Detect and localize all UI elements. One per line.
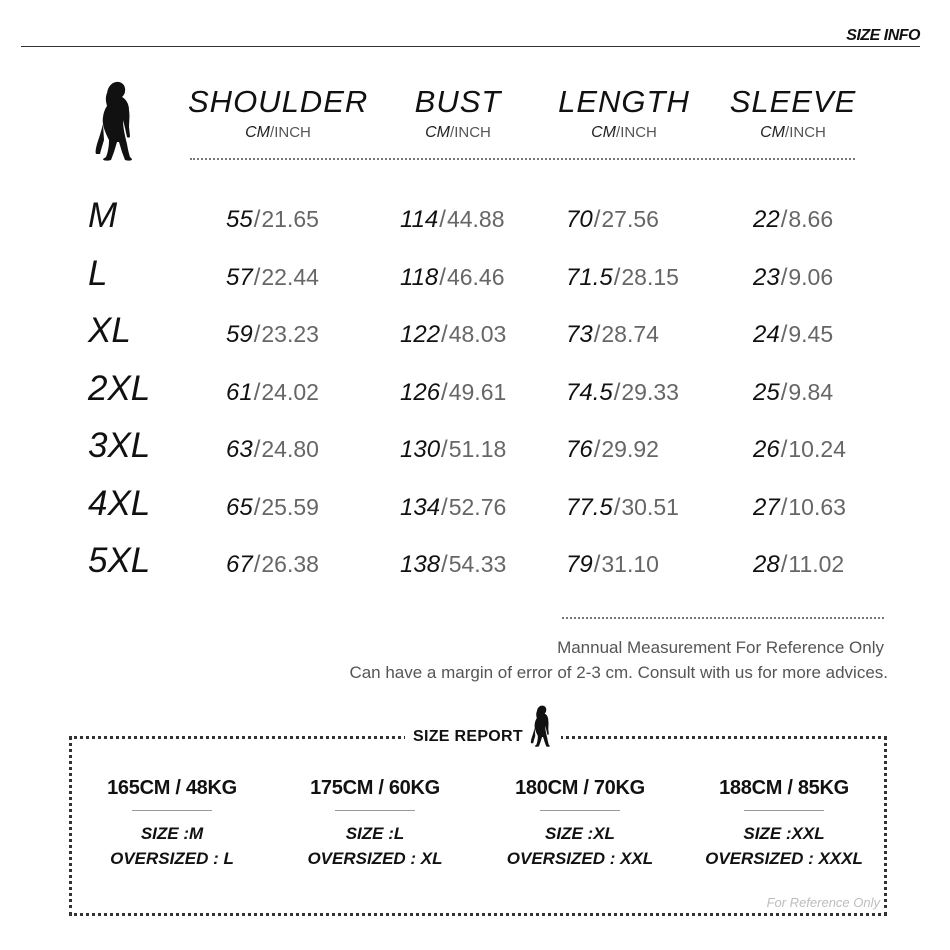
recommended-size: SIZE :L [345,824,405,843]
column-name: BUST [414,84,502,119]
cm-value: 71.5 [566,264,613,291]
inch-value: 28.15 [621,264,679,290]
oversized-size: OVERSIZED : L [110,849,234,868]
inch-value: 52.76 [448,494,507,520]
note-measurement: Mannual Measurement For Reference Only [557,638,884,657]
inch-value: 30.51 [621,494,679,520]
inch-value: 31.10 [601,551,659,577]
value-separator: / [780,436,788,463]
unit-cm: CM [760,124,786,141]
cm-value: 55 [226,206,253,233]
cm-value: 122 [400,321,441,348]
oversized-size: OVERSIZED : XXXL [705,849,863,868]
height-weight: 188CM / 85KG [719,777,849,799]
inch-value: 9.06 [788,264,834,290]
oversized-size: OVERSIZED : XL [307,849,443,868]
cm-value: 22 [753,206,780,233]
value-separator: / [780,264,788,291]
measurement-cell [400,549,506,580]
measurement-cell [566,319,659,350]
cm-value: 28 [753,551,780,578]
value-separator: / [439,206,446,233]
value-separator: / [593,206,601,233]
size-label: 3XL [88,426,151,465]
cm-value: 67 [226,551,253,578]
value-separator: / [780,321,788,348]
size-report-item [275,777,475,871]
measurement-cell [400,262,505,293]
size-report-item [72,777,272,871]
unit-separator: / [270,124,275,141]
measurement-cell [566,377,679,408]
inch-value: 44.88 [446,206,505,232]
measurement-cell [566,492,679,523]
size-report-title: SIZE REPORT [413,728,523,745]
value-separator: / [780,494,788,521]
cm-value: 130 [400,436,441,463]
inch-value: 46.46 [446,264,505,290]
measurement-cell [566,434,659,465]
value-separator: / [441,321,448,348]
value-separator: / [253,206,261,233]
header-title: SIZE INFO [846,27,920,44]
inch-value: 23.23 [261,321,319,347]
inch-value: 11.02 [788,551,845,577]
inch-value: 51.18 [448,436,507,462]
value-separator: / [593,436,601,463]
measurement-cell [753,204,833,235]
inch-value: 9.45 [788,321,834,347]
value-separator: / [441,494,448,521]
cm-value: 26 [753,436,780,463]
inch-value: 28.74 [601,321,659,347]
cm-value: 27 [753,494,780,521]
cm-value: 57 [226,264,253,291]
oversized-size: OVERSIZED : XXL [506,849,654,868]
size-report-item [480,777,680,871]
column-header-sleeve [703,84,883,142]
ape-figure-icon [92,80,138,162]
measurement-cell [400,377,506,408]
header-rule [21,46,920,47]
unit-inch: INCH [454,124,491,141]
value-separator: / [613,379,621,406]
size-label: XL [88,311,131,350]
height-weight: 165CM / 48KG [107,777,237,799]
cm-value: 76 [566,436,593,463]
inch-value: 29.33 [621,379,679,405]
value-separator: / [441,379,448,406]
item-rule [744,810,824,811]
column-header-length [534,84,714,142]
inch-value: 9.84 [788,379,834,405]
value-separator: / [253,551,261,578]
reference-footnote: For Reference Only [766,895,880,910]
column-unit [368,124,548,142]
column-unit [534,124,714,142]
value-separator: / [253,436,261,463]
inch-value: 10.24 [788,436,846,462]
cm-value: 70 [566,206,593,233]
unit-separator: / [616,124,621,141]
value-separator: / [613,264,621,291]
inch-value: 10.63 [788,494,846,520]
cm-value: 134 [400,494,441,521]
height-weight: 180CM / 70KG [515,777,645,799]
size-label: M [88,196,118,235]
cm-value: 61 [226,379,253,406]
item-rule [132,810,212,811]
cm-value: 63 [226,436,253,463]
value-separator: / [253,321,261,348]
cm-value: 118 [400,264,439,291]
recommended-size: SIZE :XXL [743,824,825,843]
inch-value: 22.44 [261,264,319,290]
value-separator: / [253,494,261,521]
recommended-size: SIZE :M [140,824,204,843]
cm-value: 25 [753,379,780,406]
column-unit [188,124,368,142]
value-separator: / [439,264,446,291]
unit-separator: / [785,124,790,141]
column-header-shoulder [188,84,368,142]
measurement-cell [226,377,319,408]
unit-separator: / [450,124,455,141]
value-separator: / [780,379,788,406]
inch-value: 26.38 [261,551,319,577]
note-margin: Can have a margin of error of 2-3 cm. Consult with us for more advices. [349,663,888,682]
notes-dotted-rule [562,617,884,619]
column-unit [703,124,883,142]
cm-value: 74.5 [566,379,613,406]
size-label: L [88,254,108,293]
measurement-cell [566,262,679,293]
unit-inch: INCH [789,124,826,141]
measurement-cell [226,434,319,465]
inch-value: 54.33 [448,551,507,577]
measurement-cell [753,434,846,465]
cm-value: 77.5 [566,494,613,521]
inch-value: 48.03 [448,321,507,347]
column-name: LENGTH [558,84,690,119]
measurement-cell [753,377,833,408]
unit-inch: INCH [274,124,311,141]
value-separator: / [593,321,601,348]
value-separator: / [780,551,788,578]
cm-value: 126 [400,379,441,406]
measurement-cell [400,319,506,350]
inch-value: 49.61 [448,379,507,405]
value-separator: / [441,436,448,463]
recommended-size: SIZE :XL [545,824,615,843]
inch-value: 25.59 [261,494,319,520]
measurement-cell [400,204,505,235]
measurement-cell [226,549,319,580]
size-label: 2XL [88,369,151,408]
cm-value: 65 [226,494,253,521]
column-header-bust [368,84,548,142]
value-separator: / [780,206,788,233]
measurement-cell [226,319,319,350]
unit-cm: CM [245,124,271,141]
item-rule [540,810,620,811]
height-weight: 175CM / 60KG [310,777,440,799]
size-label: 5XL [88,541,151,580]
inch-value: 8.66 [788,206,834,232]
value-separator: / [253,379,261,406]
inch-value: 21.65 [261,206,319,232]
header-dotted-rule [190,158,855,160]
value-separator: / [441,551,448,578]
measurement-cell [566,549,659,580]
inch-value: 29.92 [601,436,659,462]
cm-value: 138 [400,551,441,578]
column-name: SHOULDER [188,84,369,119]
measurement-cell [226,492,319,523]
cm-value: 114 [400,206,439,233]
unit-inch: INCH [620,124,657,141]
size-report-heading [405,722,561,752]
unit-cm: CM [591,124,617,141]
inch-value: 27.56 [601,206,659,232]
value-separator: / [593,551,601,578]
measurement-cell [400,434,506,465]
value-separator: / [253,264,261,291]
cm-value: 23 [753,264,780,291]
cm-value: 24 [753,321,780,348]
item-rule [335,810,415,811]
measurement-cell [753,549,844,580]
value-separator: / [613,494,621,521]
unit-cm: CM [425,124,451,141]
size-report-item [684,777,884,871]
measurement-cell [753,262,833,293]
cm-value: 79 [566,551,593,578]
measurement-cell [753,492,846,523]
inch-value: 24.02 [261,379,319,405]
column-name: SLEEVE [729,84,857,119]
cm-value: 59 [226,321,253,348]
ape-figure-icon [529,703,553,754]
cm-value: 73 [566,321,593,348]
measurement-cell [226,262,319,293]
inch-value: 24.80 [261,436,319,462]
measurement-cell [400,492,506,523]
measurement-cell [753,319,833,350]
measurement-cell [566,204,659,235]
measurement-cell [226,204,319,235]
size-label: 4XL [88,484,151,523]
